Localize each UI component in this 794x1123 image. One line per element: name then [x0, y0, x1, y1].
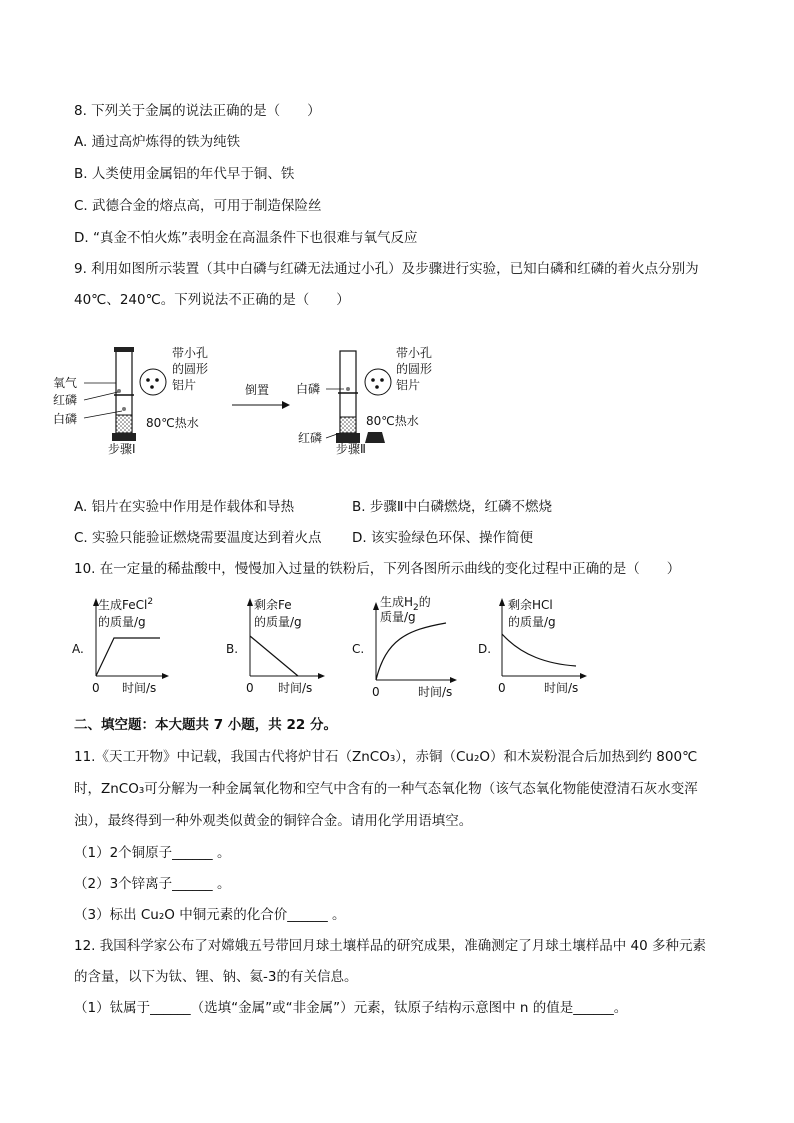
graph-c-ylabel-tail: 的 [418, 595, 431, 609]
q8-option-a: A. 通过高炉炼得的铁为纯铁 [74, 134, 241, 150]
step-1-label: 步骤Ⅰ [108, 442, 136, 456]
graph-c [352, 594, 457, 699]
q11-sub3: （3）标出 Cu₂O 中铜元素的化合价______ 。 [74, 907, 346, 923]
q11-sub1: （1）2个铜原子______ 。 [74, 845, 231, 861]
graph-c-ylabel-2: 质量/g [380, 610, 416, 624]
q9-stem-line1: 9. 利用如图所示装置（其中白磷与红磷无法通过小孔）及步骤进行实验，已知白磷和红磷的着火点分别为 [74, 261, 699, 277]
q8-option-d: D. “真金不怕火炼”表明金在高温条件下也很难与氧气反应 [74, 230, 418, 246]
label-white-phosphorus-2: 白磷 [295, 382, 320, 396]
step-2-label: 步骤Ⅱ [336, 442, 366, 456]
q12-line1: 12. 我国科学家公布了对嫦娥五号带回月球土壤样品的研究成果，准确测定了月球土壤样品中 40 多种元素 [74, 938, 707, 954]
q10-stem: 10. 在一定量的稀盐酸中，慢慢加入过量的铁粉后，下列各图所示曲线的变化过程中正确的是（ ） [74, 561, 681, 577]
apparatus-step-1 [53, 345, 208, 456]
graph-b-ylabel-2: 的质量/g [254, 615, 302, 629]
q8-option-b: B. 人类使用金属铝的年代早于铜、铁 [74, 166, 295, 182]
graph-d-letter: D. [478, 642, 492, 656]
q9-apparatus-figure [52, 345, 460, 460]
graph-d-ylabel: 剩余HCl [508, 598, 553, 612]
hot-water-label: 80℃热水 [146, 416, 199, 430]
graph-c-xlabel: 时间/s [418, 685, 453, 699]
graph-c-origin: 0 [372, 685, 380, 699]
disc-label-3b: 铝片 [396, 378, 421, 392]
graph-b-letter: B. [226, 642, 239, 656]
q12-line2: 的含量，以下为钛、锂、钠、氦-3的有关信息。 [74, 969, 358, 985]
disc-label-3: 铝片 [172, 378, 197, 392]
disc-label-1: 带小孔 [172, 346, 209, 360]
q9-option-c: C. 实验只能验证燃烧需要温度达到着火点 [74, 530, 322, 546]
invert-arrow [232, 382, 290, 409]
q9-option-d: D. 该实验绿色环保、操作简便 [352, 530, 533, 546]
q12-sub1: （1）钛属于______（选填“金属”或“非金属”）元素，钛原子结构示意图中 n 的值是______。 [74, 1000, 628, 1016]
graph-c-letter: C. [352, 642, 365, 656]
graph-b-xlabel: 时间/s [278, 681, 313, 695]
q11-line2: 时，ZnCO₃可分解为一种金属氧化物和空气中含有的一种气态氧化物（该气态氧化物能使澄清石灰水变浑 [74, 781, 698, 797]
label-white-phosphorus: 白磷 [52, 412, 77, 426]
label-red-phosphorus-2: 红磷 [297, 431, 322, 445]
graph-a-ylabel-sub: 2 [147, 597, 154, 607]
graph-c-ylabel-sub: 2 [413, 603, 419, 613]
invert-label: 倒置 [245, 383, 270, 397]
q10-graphs [70, 590, 610, 702]
graph-a-xlabel: 时间/s [122, 681, 157, 695]
q11-line3: 浊），最终得到一种外观类似黄金的铜锌合金。请用化学用语填空。 [74, 813, 473, 829]
q11-line1: 11.《天工开物》中记载，我国古代将炉甘石（ZnCO₃），赤铜（Cu₂O）和木炭粉混合后加热到约 800℃ [74, 749, 698, 765]
disc-label-2: 的圆形 [172, 362, 209, 376]
graph-b [226, 598, 325, 695]
graph-c-ylabel: 生成H [380, 595, 414, 609]
q9-stem-line2: 40℃、240℃。下列说法不正确的是（ ） [74, 292, 350, 308]
graph-a-letter: A. [72, 642, 84, 656]
hot-water-label-2: 80℃热水 [366, 414, 419, 428]
q9-option-b: B. 步骤Ⅱ中白磷燃烧，红磷不燃烧 [352, 499, 552, 515]
apparatus-step-2 [296, 345, 432, 456]
svg-text:生成FeCl2 [98, 597, 153, 612]
q8-option-c: C. 武德合金的熔点高，可用于制造保险丝 [74, 198, 322, 214]
graph-a [72, 597, 169, 695]
graph-b-origin: 0 [246, 681, 254, 695]
q9-option-a: A. 铝片在实验中作用是作载体和导热 [74, 499, 295, 515]
q11-sub2: （2）3个锌离子______ 。 [74, 876, 231, 892]
disc-label-1b: 带小孔 [396, 346, 433, 360]
label-oxygen: 氧气 [52, 376, 77, 390]
graph-d-ylabel-2: 的质量/g [508, 615, 556, 629]
graph-a-ylabel-2: 的质量/g [98, 615, 146, 629]
section-heading: 二、填空题：本大题共 7 小题，共 22 分。 [74, 717, 337, 733]
graph-b-ylabel: 剩余Fe [254, 598, 292, 612]
graph-a-ylabel: 生成FeCl [98, 598, 148, 612]
graph-d-origin: 0 [498, 681, 506, 695]
graph-d-xlabel: 时间/s [544, 681, 579, 695]
disc-label-2b: 的圆形 [396, 362, 433, 376]
q8-stem: 8. 下列关于金属的说法正确的是（ ） [74, 103, 321, 119]
label-red-phosphorus: 红磷 [52, 393, 77, 407]
graph-a-origin: 0 [92, 681, 100, 695]
graph-d [478, 598, 587, 695]
